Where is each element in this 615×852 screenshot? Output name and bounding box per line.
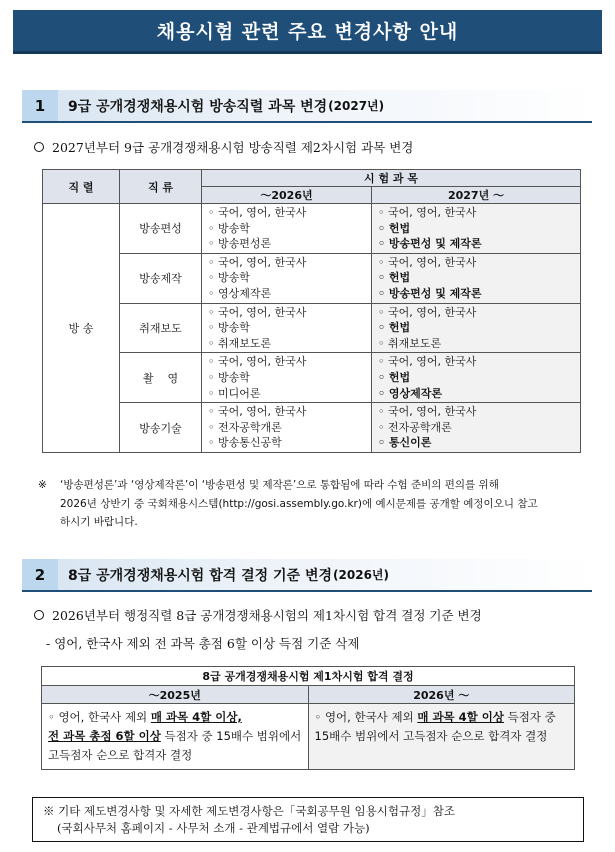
section2-header — [22, 559, 592, 592]
table-row — [42, 704, 575, 770]
criteria-emphasis: 매 과목 4할 이상, — [150, 710, 242, 724]
section2-title — [58, 559, 592, 590]
footer-line: (국회사무처 홈페이지 - 사무처 소개 - 관계법규에서 열람 가능) — [57, 821, 370, 835]
criteria-text: 득점자 중 15배수 범위에서 고득점자 순으로 합격자 결정 — [48, 729, 302, 762]
subject-item-changed: ◦ 영상제작론 — [378, 386, 442, 400]
subject-item: ◦ 취재보도론 — [208, 336, 272, 350]
note-mark: ※ — [38, 479, 47, 491]
new-subjects-cell — [372, 403, 581, 453]
subject-item: ◦ 방송편성론 — [208, 237, 272, 251]
old-subjects-cell — [202, 204, 372, 254]
subject-item: ◦ 국어, 영어, 한국사 — [378, 355, 477, 369]
subject-item: ◦ 국어, 영어, 한국사 — [378, 405, 477, 419]
subject-item: ◦ 취재보도론 — [378, 336, 442, 350]
section1-note — [38, 476, 598, 532]
section1-title-text: 9급 공개경쟁채용시험 방송직렬 과목 변경 — [68, 98, 328, 115]
subject-item-changed: ◦ 헌법 — [378, 321, 411, 335]
subject-item: ◦ 영상제작론 — [208, 286, 272, 300]
section2-bullet — [34, 606, 482, 624]
criteria-text: ◦ 영어, 한국사 제외 — [314, 710, 418, 724]
table-row — [43, 303, 581, 353]
subject-item: ◦ 방송학 — [208, 271, 250, 285]
subject-item: ◦ 방송학 — [208, 221, 250, 235]
subject-item: ◦ 방송통신공학 — [208, 436, 282, 450]
criteria-emphasis: 전 과목 총점 6할 이상 — [48, 729, 161, 743]
header-new-period: 2027년 ～ — [372, 187, 581, 204]
footer-line: ※ 기타 제도변경사항 및 자세한 제도변경사항은「국회공무원 임용시험규정」참조 — [43, 804, 455, 818]
footer-notice-box — [32, 797, 584, 842]
header-subjects: 시 험 과 목 — [202, 170, 581, 187]
subject-item: ◦ 전자공학개론 — [208, 420, 282, 434]
note-line: 2026년 상반기 중 국회채용시스템(http://gosi.assembly.go.kr)에 예시문제를 공개할 예정이오니 참고 — [60, 497, 538, 510]
old-subjects-cell — [202, 303, 372, 353]
subject-item: ◦ 미디어론 — [208, 386, 261, 400]
circle-bullet-icon — [34, 610, 44, 620]
new-subjects-cell — [372, 303, 581, 353]
subject-item: ◦ 국어, 영어, 한국사 — [208, 206, 307, 219]
section1-bullet-text: 2027년부터 9급 공개경쟁채용시험 방송직렬 제2차시험 과목 변경 — [52, 140, 414, 155]
section1-header — [22, 90, 592, 123]
subject-item: ◦ 국어, 영어, 한국사 — [378, 255, 477, 269]
broadcast-subjects-table — [42, 169, 581, 453]
subject-item: ◦ 국어, 영어, 한국사 — [208, 305, 307, 319]
old-criteria-cell — [42, 704, 309, 770]
table-row — [43, 204, 581, 254]
subject-item-changed: ◦ 방송편성 및 제작론 — [378, 237, 482, 251]
section2-title-year: (2026년) — [333, 568, 389, 582]
subject-item: ◦ 방송학 — [208, 370, 250, 384]
section1-title — [58, 90, 592, 121]
header-old-period: ～2025년 — [42, 686, 309, 704]
type-cell: 방송제작 — [120, 253, 202, 303]
field-cell: 방 송 — [43, 204, 120, 453]
type-cell: 취재보도 — [120, 303, 202, 353]
subject-item-changed: ◦ 통신이론 — [378, 436, 432, 450]
new-subjects-cell — [372, 253, 581, 303]
subject-item: ◦ 국어, 영어, 한국사 — [208, 255, 307, 269]
pass-criteria-table — [41, 666, 575, 770]
section2-bullet-text: 2026년부터 행정직렬 8급 공개경쟁채용시험의 제1차시험 합격 결정 기준 변경 — [52, 608, 482, 623]
table-row — [43, 403, 581, 453]
header-field: 직 렬 — [43, 170, 120, 204]
header-old-period: ～2026년 — [202, 187, 372, 204]
subject-item-changed: ◦ 헌법 — [378, 271, 411, 285]
subject-item-changed: ◦ 헌법 — [378, 221, 411, 235]
section1-number: 1 — [22, 90, 58, 121]
subject-item: ◦ 방송학 — [208, 321, 250, 335]
new-subjects-cell — [372, 353, 581, 403]
note-body — [60, 476, 538, 532]
type-cell: 촬 영 — [120, 353, 202, 403]
type-cell: 방송기술 — [120, 403, 202, 453]
section1-title-year: (2027년) — [328, 99, 385, 113]
subject-item-changed: ◦ 헌법 — [378, 370, 411, 384]
section1-bullet — [34, 138, 413, 156]
new-subjects-cell — [372, 204, 581, 254]
subject-item: ◦ 국어, 영어, 한국사 — [378, 305, 477, 319]
section2-number: 2 — [22, 559, 58, 590]
table-row — [43, 353, 581, 403]
header-type: 직 류 — [120, 170, 202, 204]
circle-bullet-icon — [34, 142, 44, 152]
criteria-text: 득점자 중 15배수 범위에서 고득점자 순으로 합격자 결정 — [314, 710, 556, 743]
type-cell: 방송편성 — [120, 204, 202, 254]
table-row — [43, 253, 581, 303]
note-line: 하시기 바랍니다. — [60, 516, 138, 528]
note-line: ‘방송편성론’과 ‘영상제작론’이 ‘방송편성 및 제작론’으로 통합됨에 따라 수험 준비의 편의를 위해 — [60, 479, 499, 491]
criteria-table-title: 8급 공개경쟁채용시험 제1차시험 합격 결정 — [42, 667, 575, 686]
criteria-emphasis: 매 과목 4할 이상 — [417, 710, 504, 724]
page-banner — [13, 10, 602, 54]
subject-item: ◦ 국어, 영어, 한국사 — [208, 405, 307, 419]
new-criteria-cell — [308, 704, 575, 770]
subject-item: ◦ 전자공학개론 — [378, 420, 452, 434]
subject-item-changed: ◦ 방송편성 및 제작론 — [378, 286, 482, 300]
old-subjects-cell — [202, 403, 372, 453]
section2-title-text: 8급 공개경쟁채용시험 합격 결정 기준 변경 — [68, 567, 333, 584]
criteria-text: ◦ 영어, 한국사 제외 — [48, 710, 151, 724]
section2-dash-item: - 영어, 한국사 제외 전 과목 총점 6할 이상 득점 기준 삭제 — [46, 636, 360, 651]
subject-item: ◦ 국어, 영어, 한국사 — [378, 206, 477, 219]
page-title: 채용시험 관련 주요 변경사항 안내 — [156, 21, 459, 43]
old-subjects-cell — [202, 253, 372, 303]
subject-item: ◦ 국어, 영어, 한국사 — [208, 355, 307, 369]
old-subjects-cell — [202, 353, 372, 403]
header-new-period: 2026년 ～ — [308, 686, 575, 704]
